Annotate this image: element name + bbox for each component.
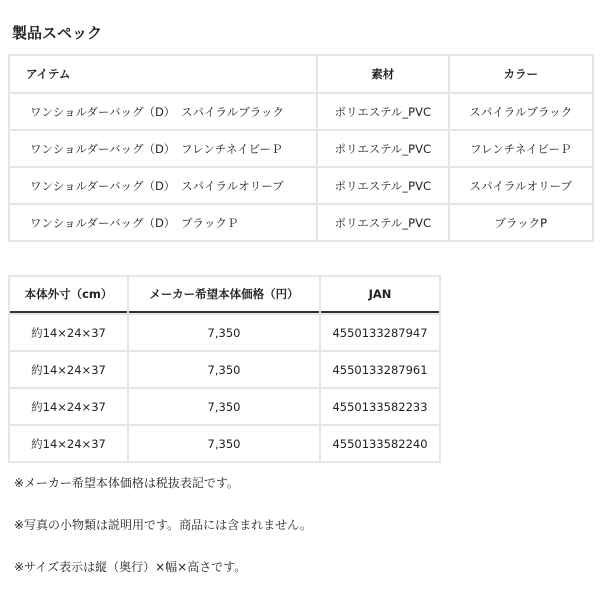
cell-item: ワンショルダーバッグ（D） スパイラルオリーブ — [10, 168, 316, 203]
cell-jan: 4550133287961 — [321, 352, 439, 387]
note-accessories: ※写真の小物類は説明用です。商品には含まれません。 — [14, 518, 312, 532]
header-material: 素材 — [318, 56, 448, 92]
cell-color: スパイラルオリーブ — [450, 168, 592, 203]
cell-jan: 4550133582233 — [321, 389, 439, 424]
cell-color: ブラックP — [450, 205, 592, 240]
header-color: カラー — [450, 56, 592, 92]
table-row — [10, 205, 592, 240]
table-row — [10, 426, 439, 461]
header-price: メーカー希望本体価格（円） — [129, 277, 319, 313]
page-title: 製品スペック — [12, 24, 103, 42]
cell-color: スパイラルブラック — [450, 94, 592, 129]
cell-item: ワンショルダーバッグ（D） スパイラルブラック — [10, 94, 316, 129]
cell-item: ワンショルダーバッグ（D） ブラックＰ — [10, 205, 316, 240]
cell-price: 7,350 — [129, 315, 319, 350]
cell-material: ポリエステル_PVC — [318, 94, 448, 129]
spec-table-header-row — [10, 56, 592, 92]
size-table-header-row — [10, 277, 439, 313]
table-row — [10, 389, 439, 424]
cell-jan: 4550133287947 — [321, 315, 439, 350]
cell-item: ワンショルダーバッグ（D） フレンチネイビーＰ — [10, 131, 316, 166]
cell-price: 7,350 — [129, 389, 319, 424]
note-price-tax: ※メーカー希望本体価格は税抜表記です。 — [14, 476, 239, 490]
cell-color: フレンチネイビーＰ — [450, 131, 592, 166]
note-size-format: ※サイズ表示は縦（奥行）×幅×高さです。 — [14, 560, 247, 574]
table-row — [10, 168, 592, 203]
cell-material: ポリエステル_PVC — [318, 168, 448, 203]
table-row — [10, 352, 439, 387]
header-size: 本体外寸（cm） — [10, 277, 127, 313]
cell-size: 約14×24×37 — [10, 426, 127, 461]
table-row — [10, 94, 592, 129]
cell-price: 7,350 — [129, 352, 319, 387]
header-jan: JAN — [321, 277, 439, 313]
cell-price: 7,350 — [129, 426, 319, 461]
spec-table — [8, 54, 594, 242]
cell-jan: 4550133582240 — [321, 426, 439, 461]
header-item: アイテム — [10, 56, 316, 92]
cell-material: ポリエステル_PVC — [318, 205, 448, 240]
cell-material: ポリエステル_PVC — [318, 131, 448, 166]
cell-size: 約14×24×37 — [10, 389, 127, 424]
table-row — [10, 131, 592, 166]
cell-size: 約14×24×37 — [10, 315, 127, 350]
cell-size: 約14×24×37 — [10, 352, 127, 387]
size-price-table — [8, 275, 441, 463]
table-row — [10, 315, 439, 350]
